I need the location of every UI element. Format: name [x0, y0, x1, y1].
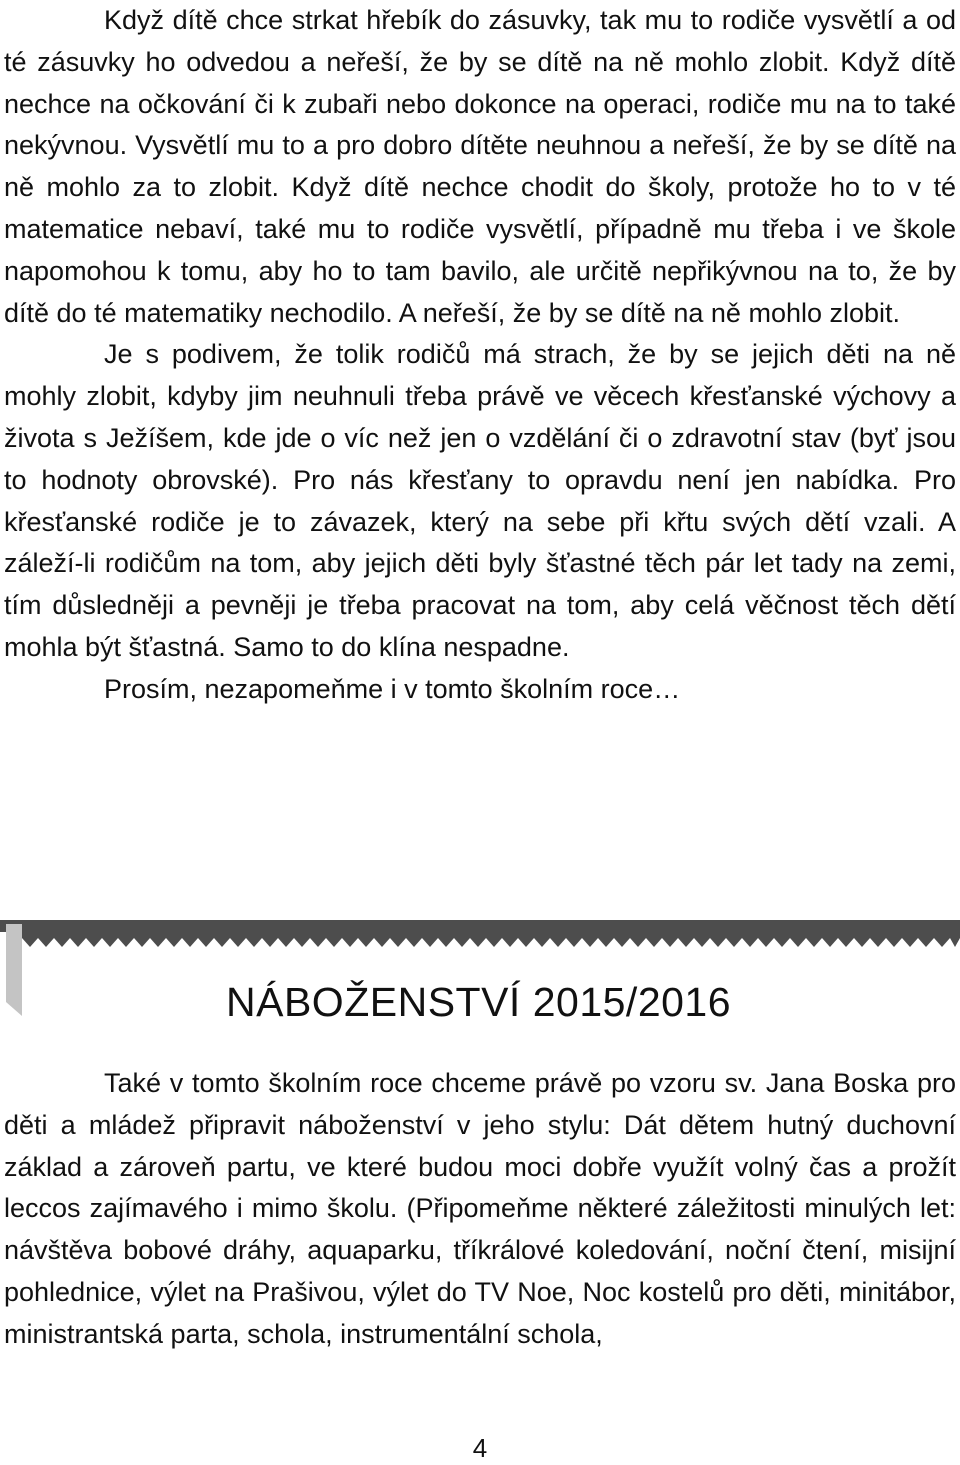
banner-scallop	[950, 938, 960, 947]
banner-scallop	[342, 938, 358, 947]
banner-scallop	[390, 938, 406, 947]
banner-scallop	[198, 938, 214, 947]
banner-scallop	[790, 938, 806, 947]
banner-scallop	[470, 938, 486, 947]
banner-scallop	[358, 938, 374, 947]
banner-scallop	[70, 938, 86, 947]
banner-scallop	[214, 938, 230, 947]
banner-scallop	[678, 938, 694, 947]
banner-scallop	[262, 938, 278, 947]
banner-ribbon	[0, 920, 960, 938]
banner-scallop	[646, 938, 662, 947]
banner-scallop	[182, 938, 198, 947]
banner-scallop	[598, 938, 614, 947]
banner-scallop	[774, 938, 790, 947]
banner-scallop	[118, 938, 134, 947]
banner-scallop	[502, 938, 518, 947]
banner-scallop	[870, 938, 886, 947]
article-text	[4, 0, 956, 711]
banner-scallop	[150, 938, 166, 947]
banner-scallop	[534, 938, 550, 947]
banner-scallop	[886, 938, 902, 947]
banner-scallop	[406, 938, 422, 947]
banner-scallop	[54, 938, 70, 947]
banner-scallop	[694, 938, 710, 947]
banner-scallop	[614, 938, 630, 947]
banner-scallop	[854, 938, 870, 947]
banner-scallop	[454, 938, 470, 947]
banner-scallop	[710, 938, 726, 947]
banner-scallop	[758, 938, 774, 947]
banner-scallops	[22, 938, 960, 947]
banner-scallop	[438, 938, 454, 947]
section-title: NÁBOŽENSTVÍ 2015/2016	[226, 979, 732, 1025]
banner-scallop	[566, 938, 582, 947]
banner-scallop	[230, 938, 246, 947]
banner-scallop	[822, 938, 838, 947]
page-number: 4	[472, 1433, 488, 1463]
banner-side-flap	[6, 924, 22, 1016]
banner-scallop	[630, 938, 646, 947]
banner-scallop	[582, 938, 598, 947]
banner-scallop	[742, 938, 758, 947]
banner-scallop	[22, 938, 38, 947]
section-text	[4, 1063, 956, 1356]
banner-scallop	[278, 938, 294, 947]
banner-scallop	[166, 938, 182, 947]
banner-scallop	[486, 938, 502, 947]
banner-scallop	[294, 938, 310, 947]
banner-scallop	[374, 938, 390, 947]
banner-scallop	[102, 938, 118, 947]
banner-scallop	[838, 938, 854, 947]
banner-scallop	[902, 938, 918, 947]
banner-scallop	[326, 938, 342, 947]
banner-scallop	[246, 938, 262, 947]
banner-scallop	[310, 938, 326, 947]
banner-scallop	[934, 938, 950, 947]
banner-scallop	[38, 938, 54, 947]
banner-scallop	[662, 938, 678, 947]
banner-scallop	[726, 938, 742, 947]
article-closing-line: Prosím, nezapomeňme i v tomto školním roce…	[104, 673, 681, 704]
banner-scallop	[518, 938, 534, 947]
article-paragraph: Když dítě chce strkat hřebík do zásuvky, tak mu to rodiče vysvětlí a od té zásuvky ho odvedou a neřeší, že by se dítě na ně mohlo zlobit. Když dítě nechce na očkování či k zubaři nebo dokonce na operaci, rodiče mu na to také nekývnou. Vysvětlí mu to a pro dobro dítěte neuhnou a neřeší, že by se dítě na ně mohlo za to zlobit. Když dítě nechce chodit do školy, protože ho to v té matematice nebaví, také mu to rodiče vysvětlí, případně mu třeba i ve škole napomohou k tomu, aby ho to tam bavilo, ale určitě nepřikývnou na to, že by dítě do té matematiky nechodilo. A neřeší, že by se dítě na ně mohlo zlobit.	[4, 5, 956, 328]
banner-scallop	[918, 938, 934, 947]
banner-scallop	[86, 938, 102, 947]
banner-scallop	[134, 938, 150, 947]
banner-scallop	[550, 938, 566, 947]
article-paragraph: Je s podivem, že tolik rodičů má strach, že by se jejich děti na ně mohly zlobit, kdyby jim neuhnuli třeba právě ve věcech křesťanské výchovy a života s Ježíšem, kde jde o víc než jen o vzdělání či o zdravotní stav (byť jsou to hodnoty obrovské). Pro nás křesťany to opravdu není jen nabídka. Pro křesťanské rodiče je to závazek, který na sebe při křtu svých dětí vzali. A záleží-li rodičům na tom, aby jejich děti byly šťastné těch pár let tady na zemi, tím důsledněji a pevněji je třeba pracovat na tom, aby celá věčnost těch dětí mohla být šťastná. Samo to do klína nespadne.	[4, 339, 956, 662]
section-paragraph: Také v tomto školním roce chceme právě po vzoru sv. Jana Boska pro děti a mládež připravit náboženství v jeho stylu: Dát dětem hutný duchovní základ a zároveň partu, ve které budou moci dobře využít volný čas a prožít leccos zajímavého i mimo školu. (Připomeňme některé záležitosti minulých let: návštěva bobové dráhy, aquaparku, tříkrálové koledování, noční čtení, misijní pohlednice, výlet na Prašivou, výlet do TV Noe, Noc kostelů pro děti, minitábor, ministrantská parta, schola, instrumentální schola,	[4, 1068, 956, 1349]
banner-scallop	[806, 938, 822, 947]
banner-scallop	[422, 938, 438, 947]
